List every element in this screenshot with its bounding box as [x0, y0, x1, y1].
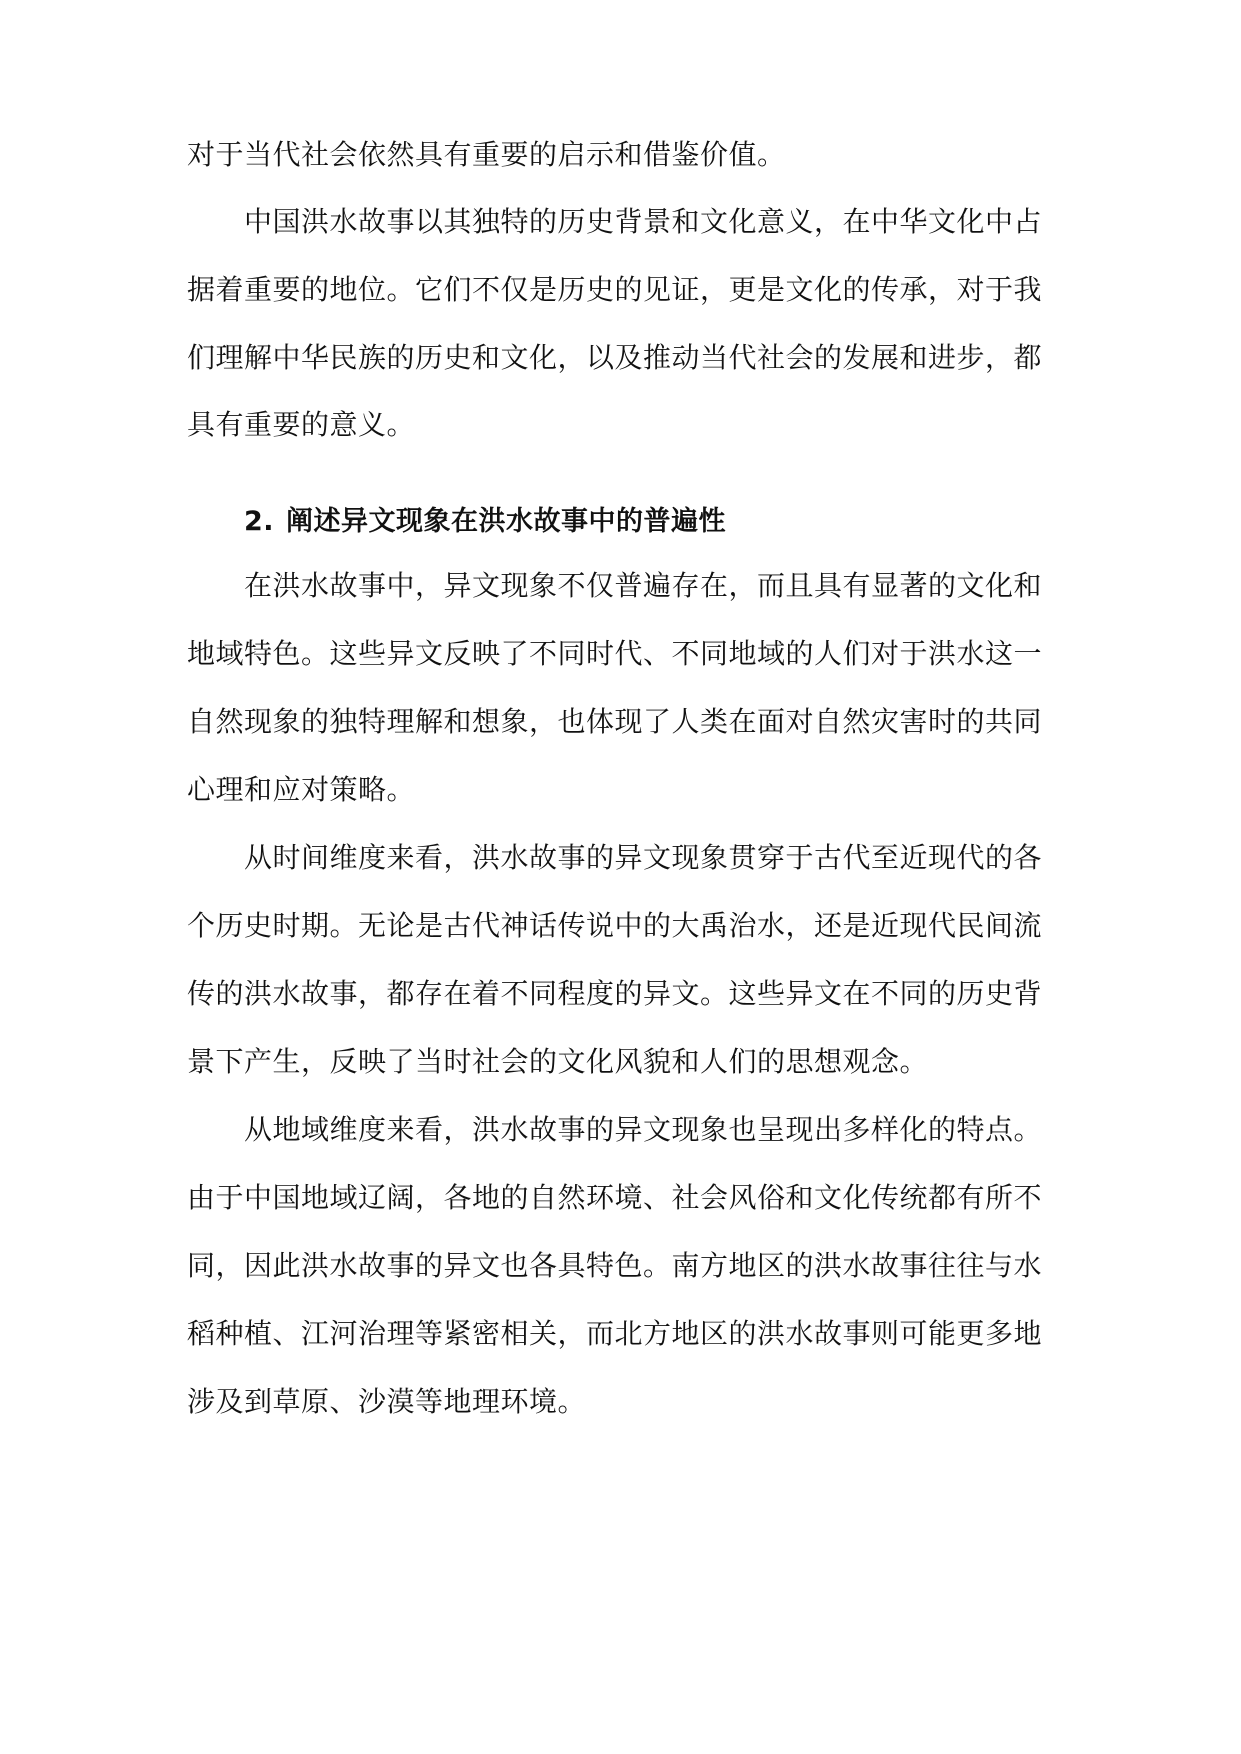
paragraph-line: 在洪水故事中，异文现象不仅普遍存在，而且具有显著的文化和 [244, 569, 1043, 602]
paragraph-line: 自然现象的独特理解和想象，也体现了人类在面对自然灾害时的共同 [187, 705, 1043, 738]
section-number: 2. [244, 506, 275, 537]
paragraph-line: 景下产生，反映了当时社会的文化风貌和人们的思想观念。 [187, 1045, 929, 1078]
section-title: 阐述异文现象在洪水故事中的普遍性 [286, 506, 727, 537]
paragraph-line: 们理解中华民族的历史和文化，以及推动当代社会的发展和进步，都 [187, 341, 1043, 374]
paragraph-line: 由于中国地域辽阔，各地的自然环境、社会风俗和文化传统都有所不 [187, 1181, 1043, 1214]
paragraph-line: 传的洪水故事，都存在着不同程度的异文。这些异文在不同的历史背 [187, 977, 1043, 1010]
paragraph-line: 具有重要的意义。 [187, 408, 416, 441]
paragraph-line: 中国洪水故事以其独特的历史背景和文化意义，在中华文化中占 [244, 205, 1043, 238]
paragraph-line: 对于当代社会依然具有重要的启示和借鉴价值。 [187, 138, 786, 171]
paragraph-line: 涉及到草原、沙漠等地理环境。 [187, 1385, 587, 1418]
paragraph-line: 个历史时期。无论是古代神话传说中的大禹治水，还是近现代民间流 [187, 909, 1043, 942]
section-heading [244, 502, 1124, 542]
paragraph-line: 从时间维度来看，洪水故事的异文现象贯穿于古代至近现代的各 [244, 841, 1043, 874]
paragraph-line: 据着重要的地位。它们不仅是历史的见证，更是文化的传承，对于我 [187, 273, 1043, 306]
paragraph-line: 稻种植、江河治理等紧密相关，而北方地区的洪水故事则可能更多地 [187, 1317, 1043, 1350]
paragraph-line: 从地域维度来看，洪水故事的异文现象也呈现出多样化的特点。 [244, 1113, 1043, 1146]
paragraph-line: 心理和应对策略。 [187, 773, 416, 806]
paragraph-line: 地域特色。这些异文反映了不同时代、不同地域的人们对于洪水这一 [187, 637, 1043, 670]
paragraph-line: 同，因此洪水故事的异文也各具特色。南方地区的洪水故事往往与水 [187, 1249, 1043, 1282]
